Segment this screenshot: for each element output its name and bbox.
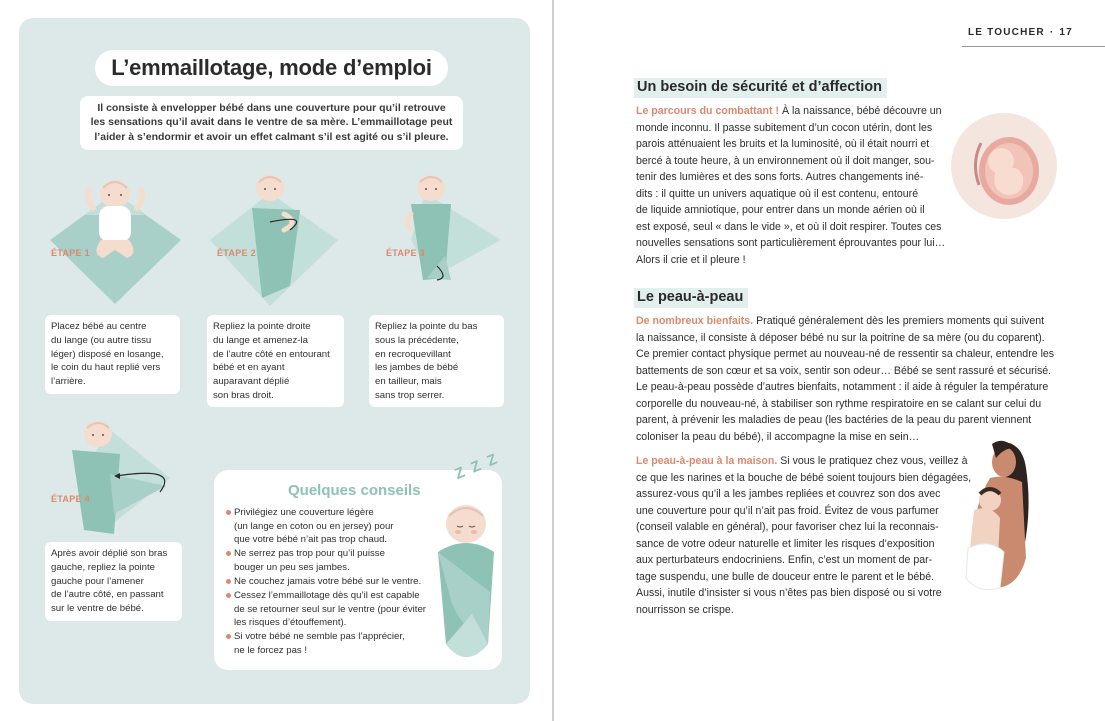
step-text-line: Placez bébé au centre (51, 321, 147, 332)
skin-to-skin-illustration (960, 438, 1040, 602)
text-line: dits : il quitte un univers aquatique où il est contenu, entouré (636, 187, 919, 200)
step-text-line: les jambes de bébé (375, 362, 459, 374)
step4-card (45, 542, 182, 621)
step-text-line: auparavant déplié (213, 376, 290, 388)
tip-item (226, 506, 426, 547)
text-line: la naissance, il consiste à déposer bébé nu sur la poitrine de sa mère (ou du coparent). (636, 331, 1045, 344)
text-line: sance de votre odeur naturelle et limiter les risques d’exposition (636, 537, 935, 550)
tips-box (214, 450, 502, 670)
step3-card (369, 315, 504, 407)
text-line: Ce premier contact physique permet au nouveau-né de ressentir sa chaleur, entendre les (636, 348, 1055, 360)
step1-illustration (45, 168, 185, 308)
text-run: Si vous le pratiquez chez vous, veillez à (777, 455, 968, 467)
text-line: (conseil valable en général), pour favoriser chez lui la reconnais- (636, 521, 939, 533)
tip-line: bouger un peu ses jambes. (234, 561, 350, 573)
tip-line: de se retourner seul sur le ventre (pour éviter (234, 603, 426, 615)
step1-card (45, 315, 180, 394)
intro-line: Il consiste à envelopper bébé dans une couverture pour qu’il retrouve (97, 102, 446, 114)
step-text-line: sans trop serrer. (375, 389, 445, 401)
text-line: assurez-vous qu’il a les jambes repliées et couvrez son dos avec (636, 488, 941, 500)
intro-line: les sensations qu’il avait dans le ventre de sa mère. L’emmaillotage peut (90, 116, 453, 129)
lead-in: Le peau-à-peau à la maison. (636, 455, 778, 467)
running-head-title: LE TOUCHER (968, 27, 1045, 38)
step-text-line: léger) disposé en losange, (51, 348, 164, 360)
running-head (968, 27, 1073, 38)
tip-line: Si votre bébé ne semble pas l’apprécier, (234, 631, 405, 643)
step-text-line: Après avoir déplié son bras (51, 548, 168, 559)
sleep-zzz: Z Z Z (452, 450, 502, 483)
tip-item (226, 589, 426, 630)
text-line: aux perturbateurs endocriniens. Enfin, c’est un moment de par- (636, 554, 933, 566)
lead-in: Le parcours du combattant ! (636, 105, 780, 117)
step-text-line: en recroquevillant (375, 348, 451, 360)
text-line: est exposé, seul « dans le vide », et où il doit respirer. Toutes ces (636, 220, 942, 233)
step-text-line: Repliez la pointe du bas (375, 321, 478, 332)
step4-illustration (50, 418, 190, 538)
tip-item (226, 630, 426, 657)
page-number: 17 (1059, 27, 1073, 38)
text-line (636, 313, 1058, 330)
text-line: tenir des lumières et des sons forts. Autres changements iné- (636, 171, 924, 183)
text-line: battements de son cœur et sa voix, sentir son odeur… Bébé se sent rassuré et sécurisé. (636, 364, 1052, 377)
text-line (636, 453, 968, 470)
section2-para1 (636, 313, 1058, 445)
tip-line: Ne serrez pas trop pour qu’il puisse (234, 548, 385, 560)
tip-line: Ne couchez jamais votre bébé sur le ventre. (234, 575, 422, 587)
swaddled-baby-illustration (432, 494, 502, 670)
lead-in: De nombreux bienfaits. (636, 315, 754, 327)
step-text-line: gauche, repliez la pointe (51, 561, 156, 573)
step1-label: ÉTAPE 1 (51, 248, 90, 258)
fetus-drawing (951, 113, 1057, 219)
tip-line: Cessez l’emmaillotage dès qu’il est capable (234, 590, 420, 602)
step2-card (207, 315, 344, 407)
step2-illustration (210, 168, 350, 308)
step-text-line: de l’autre côté en entourant (213, 348, 330, 360)
tip-item (226, 547, 426, 574)
text-line: Aussi, inutile d’insister si vous n’êtes pas bien disposé ou si votre (636, 587, 942, 599)
step-text-line: sur le ventre de bébé. (51, 603, 144, 615)
step-text-line: gauche pour l’amener (51, 575, 144, 587)
tips-list (226, 506, 426, 658)
section1-title: Un besoin de sécurité et d’affection (634, 78, 887, 98)
text-line: bercé à toute heure, à un environnement où il doit manger, sou- (636, 154, 935, 167)
tip-line: les risques d’étouffement). (234, 617, 347, 629)
text-line: Le peau-à-peau possède d’autres bienfaits, notamment : il aide à réguler la température (636, 381, 1049, 393)
running-head-separator: · (1049, 27, 1055, 38)
text-line: de liquide amniotique, pour entrer dans un monde aérien où il (636, 204, 925, 216)
fetus-illustration (951, 113, 1057, 219)
section2-title: Le peau-à-peau (634, 288, 748, 308)
step3-label: ÉTAPE 3 (386, 248, 425, 258)
step2-label: ÉTAPE 2 (217, 248, 256, 258)
step-text-line: du lange et amenez-la (213, 334, 308, 346)
running-head-rule (962, 46, 1105, 47)
text-line: ce que les narines et la bouche de bébé soient toujours bien dégagées, (636, 471, 972, 484)
step-text-line: l’arrière. (51, 376, 86, 388)
text-line: parent, à prévenir les maladies de peau (les bactéries de la peau du parent viennent (636, 414, 1032, 426)
text-line: Alors il crie et il pleure ! (636, 253, 746, 266)
page-title: L’emmaillotage, mode d’emploi (95, 50, 448, 86)
text-line: nourrisson se crispe. (636, 603, 734, 616)
text-line: nouvelles sensations sont particulièrement éprouvantes pour lui… (636, 237, 946, 249)
intro-line: l’aider à s’endormir et avoir un effet calmant s’il est agité ou s’il pleure. (94, 130, 449, 143)
text-line (636, 103, 970, 120)
text-line: monde inconnu. Il passe subitement d’un cocon utérin, dont les (636, 121, 933, 134)
step-text-line: bébé et en ayant (213, 362, 285, 374)
step3-illustration (375, 168, 515, 308)
tip-line: Privilégiez une couverture légère (234, 507, 374, 518)
step-text-line: du lange (ou autre tissu (51, 334, 152, 346)
tip-line: que votre bébé n’ait pas trop chaud. (234, 534, 388, 546)
text-line: tage suspendu, une bulle de douceur entre le parent et le bébé. (636, 570, 935, 583)
step-text-line: le coin du haut replié vers (51, 362, 161, 374)
text-line: coloniser la peau du bébé), il accompagne la mise en sein… (636, 430, 920, 443)
text-line: parois atténuaient les bruits et la luminosité, où il était nourri et (636, 138, 930, 150)
tip-line: ne le forcez pas ! (234, 644, 308, 656)
step-text-line: en tailleur, mais (375, 376, 442, 388)
text-line: une couverture pour qu’il n’ait pas froid. Évitez de vous parfumer (636, 504, 939, 517)
step-text-line: son bras droit. (213, 389, 274, 401)
text-run: À la naissance, bébé découvre un (779, 105, 942, 117)
section2-para2 (636, 453, 972, 618)
page-gutter (552, 0, 554, 721)
text-line: corporelle du nouveau-né, à stabiliser son rythme respiratoire en se calant sur celui du (636, 397, 1042, 410)
tip-line: (un lange en coton ou en jersey) pour (234, 520, 394, 532)
intro-box (80, 96, 463, 150)
tips-title: Quelques conseils (288, 482, 421, 499)
section1-text (636, 103, 970, 268)
text-run: Pratiqué généralement dès les premiers moments qui suivent (753, 315, 1045, 327)
tip-item (226, 575, 426, 589)
step-text-line: de l’autre côté, en passant (51, 589, 164, 601)
step4-label: ÉTAPE 4 (51, 494, 90, 504)
step-text-line: sous la précédente, (375, 334, 459, 346)
step-text-line: Repliez la pointe droite (213, 321, 311, 332)
